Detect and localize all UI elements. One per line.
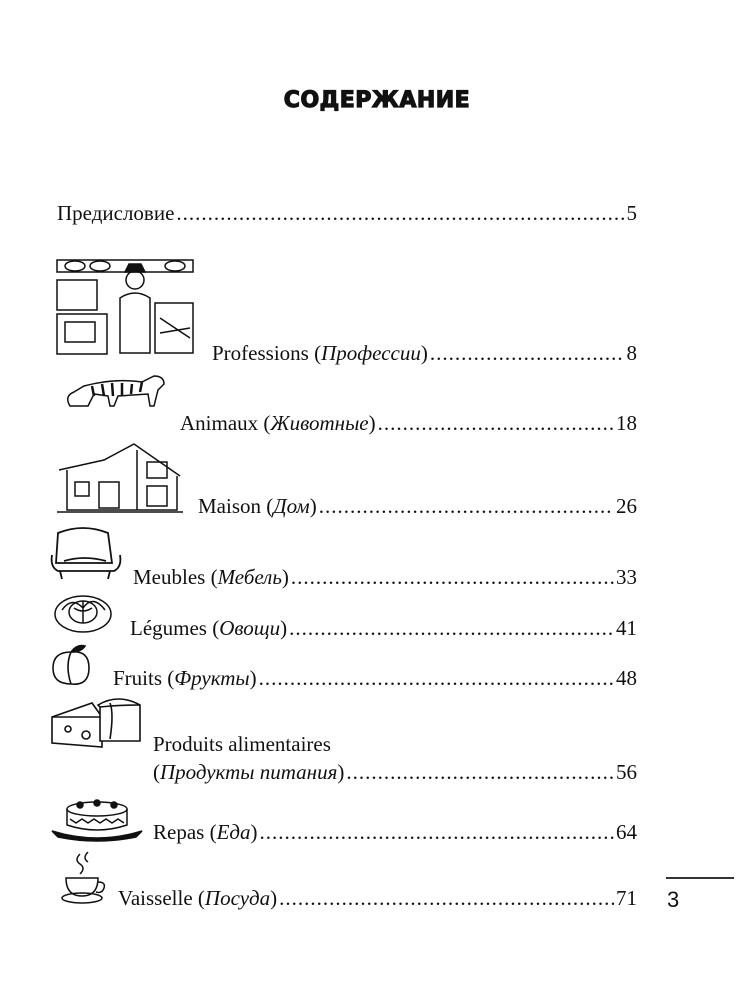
page-title: СОДЕРЖАНИЕ: [283, 88, 471, 113]
entry-label-close: ): [309, 494, 317, 518]
entry-label-ru: Дом: [273, 494, 310, 518]
page-number-rule: [666, 877, 734, 879]
entry-label: Repas (: [153, 820, 217, 844]
entry-page: 8: [626, 341, 637, 365]
entry-page: 18: [616, 411, 637, 435]
shop-seller-illustration: [55, 258, 197, 360]
entry-label-ru: Еда: [216, 820, 251, 844]
dot-leader: [378, 409, 614, 437]
entry-label-close: ): [368, 411, 376, 435]
entry-label-ru: Животные: [270, 411, 369, 435]
entry-label-close: ): [249, 666, 257, 690]
toc-entry-meubles[interactable]: [133, 563, 637, 591]
entry-label: Légumes (: [130, 616, 220, 640]
page-number: 3: [667, 887, 680, 912]
toc-entry-professions[interactable]: [212, 339, 637, 367]
entry-label-close: ): [420, 341, 428, 365]
cheese-illustration: [50, 695, 144, 752]
dot-leader: [346, 758, 614, 786]
cake-illustration: [50, 795, 144, 842]
entry-page: 41: [616, 616, 637, 640]
entry-page: 56: [616, 760, 637, 784]
toc-entry-animaux[interactable]: [180, 409, 637, 437]
toc-entry-legumes[interactable]: [130, 614, 637, 642]
dot-leader: [260, 818, 614, 846]
tiger-illustration: [62, 368, 166, 410]
entry-label-ru: Фрукты: [174, 666, 250, 690]
dot-leader: [430, 339, 625, 367]
entry-page: 71: [616, 886, 637, 910]
entry-page: 5: [626, 201, 637, 225]
entry-label-close: ): [281, 565, 289, 589]
toc-entry-preface[interactable]: [57, 199, 637, 227]
toc-entry-vaisselle[interactable]: [118, 884, 637, 912]
entry-label: Animaux (: [180, 411, 271, 435]
entry-label: Предисловие: [57, 201, 175, 225]
dot-leader: [259, 664, 614, 692]
entry-label: Maison (: [198, 494, 274, 518]
entry-page: 26: [616, 494, 637, 518]
entry-label-line1[interactable]: Produits alimentaires: [153, 732, 331, 756]
dot-leader: [176, 199, 624, 227]
dot-leader: [279, 884, 614, 912]
entry-label-close: ): [280, 616, 288, 640]
entry-page: 64: [616, 820, 637, 844]
cabbage-illustration: [52, 590, 114, 635]
house-illustration: [57, 440, 183, 514]
toc-entry-fruits[interactable]: [113, 664, 637, 692]
entry-label-close: ): [250, 820, 258, 844]
teacup-illustration: [60, 850, 108, 907]
entry-label-ru: Продукты питания: [160, 760, 338, 784]
entry-label-ru: Овощи: [219, 616, 281, 640]
dot-leader: [289, 614, 614, 642]
armchair-illustration: [50, 525, 122, 582]
peach-illustration: [50, 642, 92, 687]
entry-page: 33: [616, 565, 637, 589]
entry-label-ru: Мебель: [217, 565, 282, 589]
toc-entry-produits[interactable]: [153, 758, 637, 786]
entry-label: Vaisselle (: [118, 886, 205, 910]
dot-leader: [319, 492, 614, 520]
entry-label-ru: Посуда: [204, 886, 271, 910]
toc-entry-repas[interactable]: [153, 818, 637, 846]
entry-label: Fruits (: [113, 666, 175, 690]
entry-page: 48: [616, 666, 637, 690]
dot-leader: [291, 563, 614, 591]
entry-label-close: ): [337, 760, 345, 784]
entry-label: (: [153, 760, 160, 784]
entry-label: Professions (: [212, 341, 322, 365]
entry-label-close: ): [270, 886, 278, 910]
entry-label-ru: Профессии: [321, 341, 421, 365]
entry-label: Meubles (: [133, 565, 218, 589]
toc-entry-maison[interactable]: [198, 492, 637, 520]
